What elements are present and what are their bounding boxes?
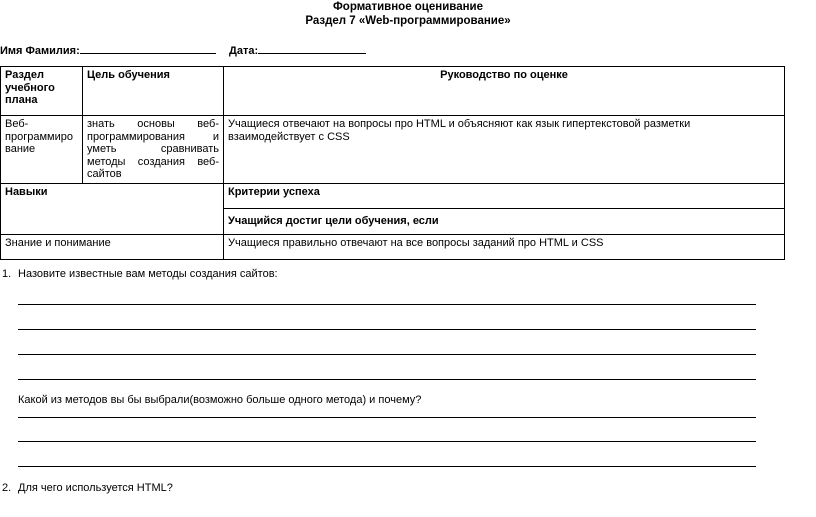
table-row bbox=[1, 183, 785, 208]
answer-line[interactable] bbox=[18, 417, 756, 418]
header-guide: Руководство по оценке bbox=[224, 67, 785, 116]
question-2-number: 2. bbox=[2, 482, 12, 494]
name-label: Имя Фамилия: bbox=[0, 45, 80, 57]
answer-line[interactable] bbox=[18, 466, 756, 467]
date-field-row bbox=[229, 42, 366, 57]
page-subtitle: Раздел 7 «Web-программирование» bbox=[305, 15, 511, 27]
table-header-row bbox=[1, 67, 785, 116]
cell-goal: знать основы веб-программирования и уметь сравнивать методы создания веб-сайтов bbox=[83, 116, 224, 184]
answer-line[interactable] bbox=[18, 304, 756, 305]
name-blank[interactable] bbox=[80, 42, 216, 54]
name-field-row bbox=[0, 42, 216, 57]
cell-section: Веб-программиро вание bbox=[1, 116, 83, 184]
date-blank[interactable] bbox=[258, 42, 366, 54]
answer-line[interactable] bbox=[18, 354, 756, 355]
question-1-subquestion: Какой из методов вы бы выбрали(возможно больше одного метода) и почему? bbox=[18, 394, 422, 406]
table-row bbox=[1, 116, 785, 184]
assessment-table bbox=[0, 66, 785, 260]
question-1-number: 1. bbox=[2, 268, 12, 280]
question-2-text: Для чего используется HTML? bbox=[18, 482, 173, 494]
answer-line[interactable] bbox=[18, 329, 756, 330]
header-goal: Цель обучения bbox=[83, 67, 224, 116]
cell-skills: Навыки bbox=[1, 183, 224, 234]
page-title: Формативное оценивание bbox=[332, 1, 484, 13]
date-label: Дата: bbox=[229, 45, 259, 57]
cell-criteria: Критерии успеха bbox=[224, 183, 785, 208]
cell-knowledge: Знание и понимание bbox=[1, 234, 224, 259]
cell-knowledge-guide: Учащиеся правильно отвечают на все вопросы заданий про HTML и CSS bbox=[224, 234, 785, 259]
answer-line[interactable] bbox=[18, 441, 756, 442]
question-1-text: Назовите известные вам методы создания сайтов: bbox=[18, 268, 278, 280]
answer-line[interactable] bbox=[18, 379, 756, 380]
cell-guide: Учащиеся отвечают на вопросы про HTML и объясняют как язык гипертекстовой разметки взаимодействует с CSS bbox=[224, 116, 785, 184]
cell-criteria-sub: Учащийся достиг цели обучения, если bbox=[224, 208, 785, 234]
header-section: Раздел учебного плана bbox=[1, 67, 83, 116]
table-row bbox=[1, 234, 785, 259]
